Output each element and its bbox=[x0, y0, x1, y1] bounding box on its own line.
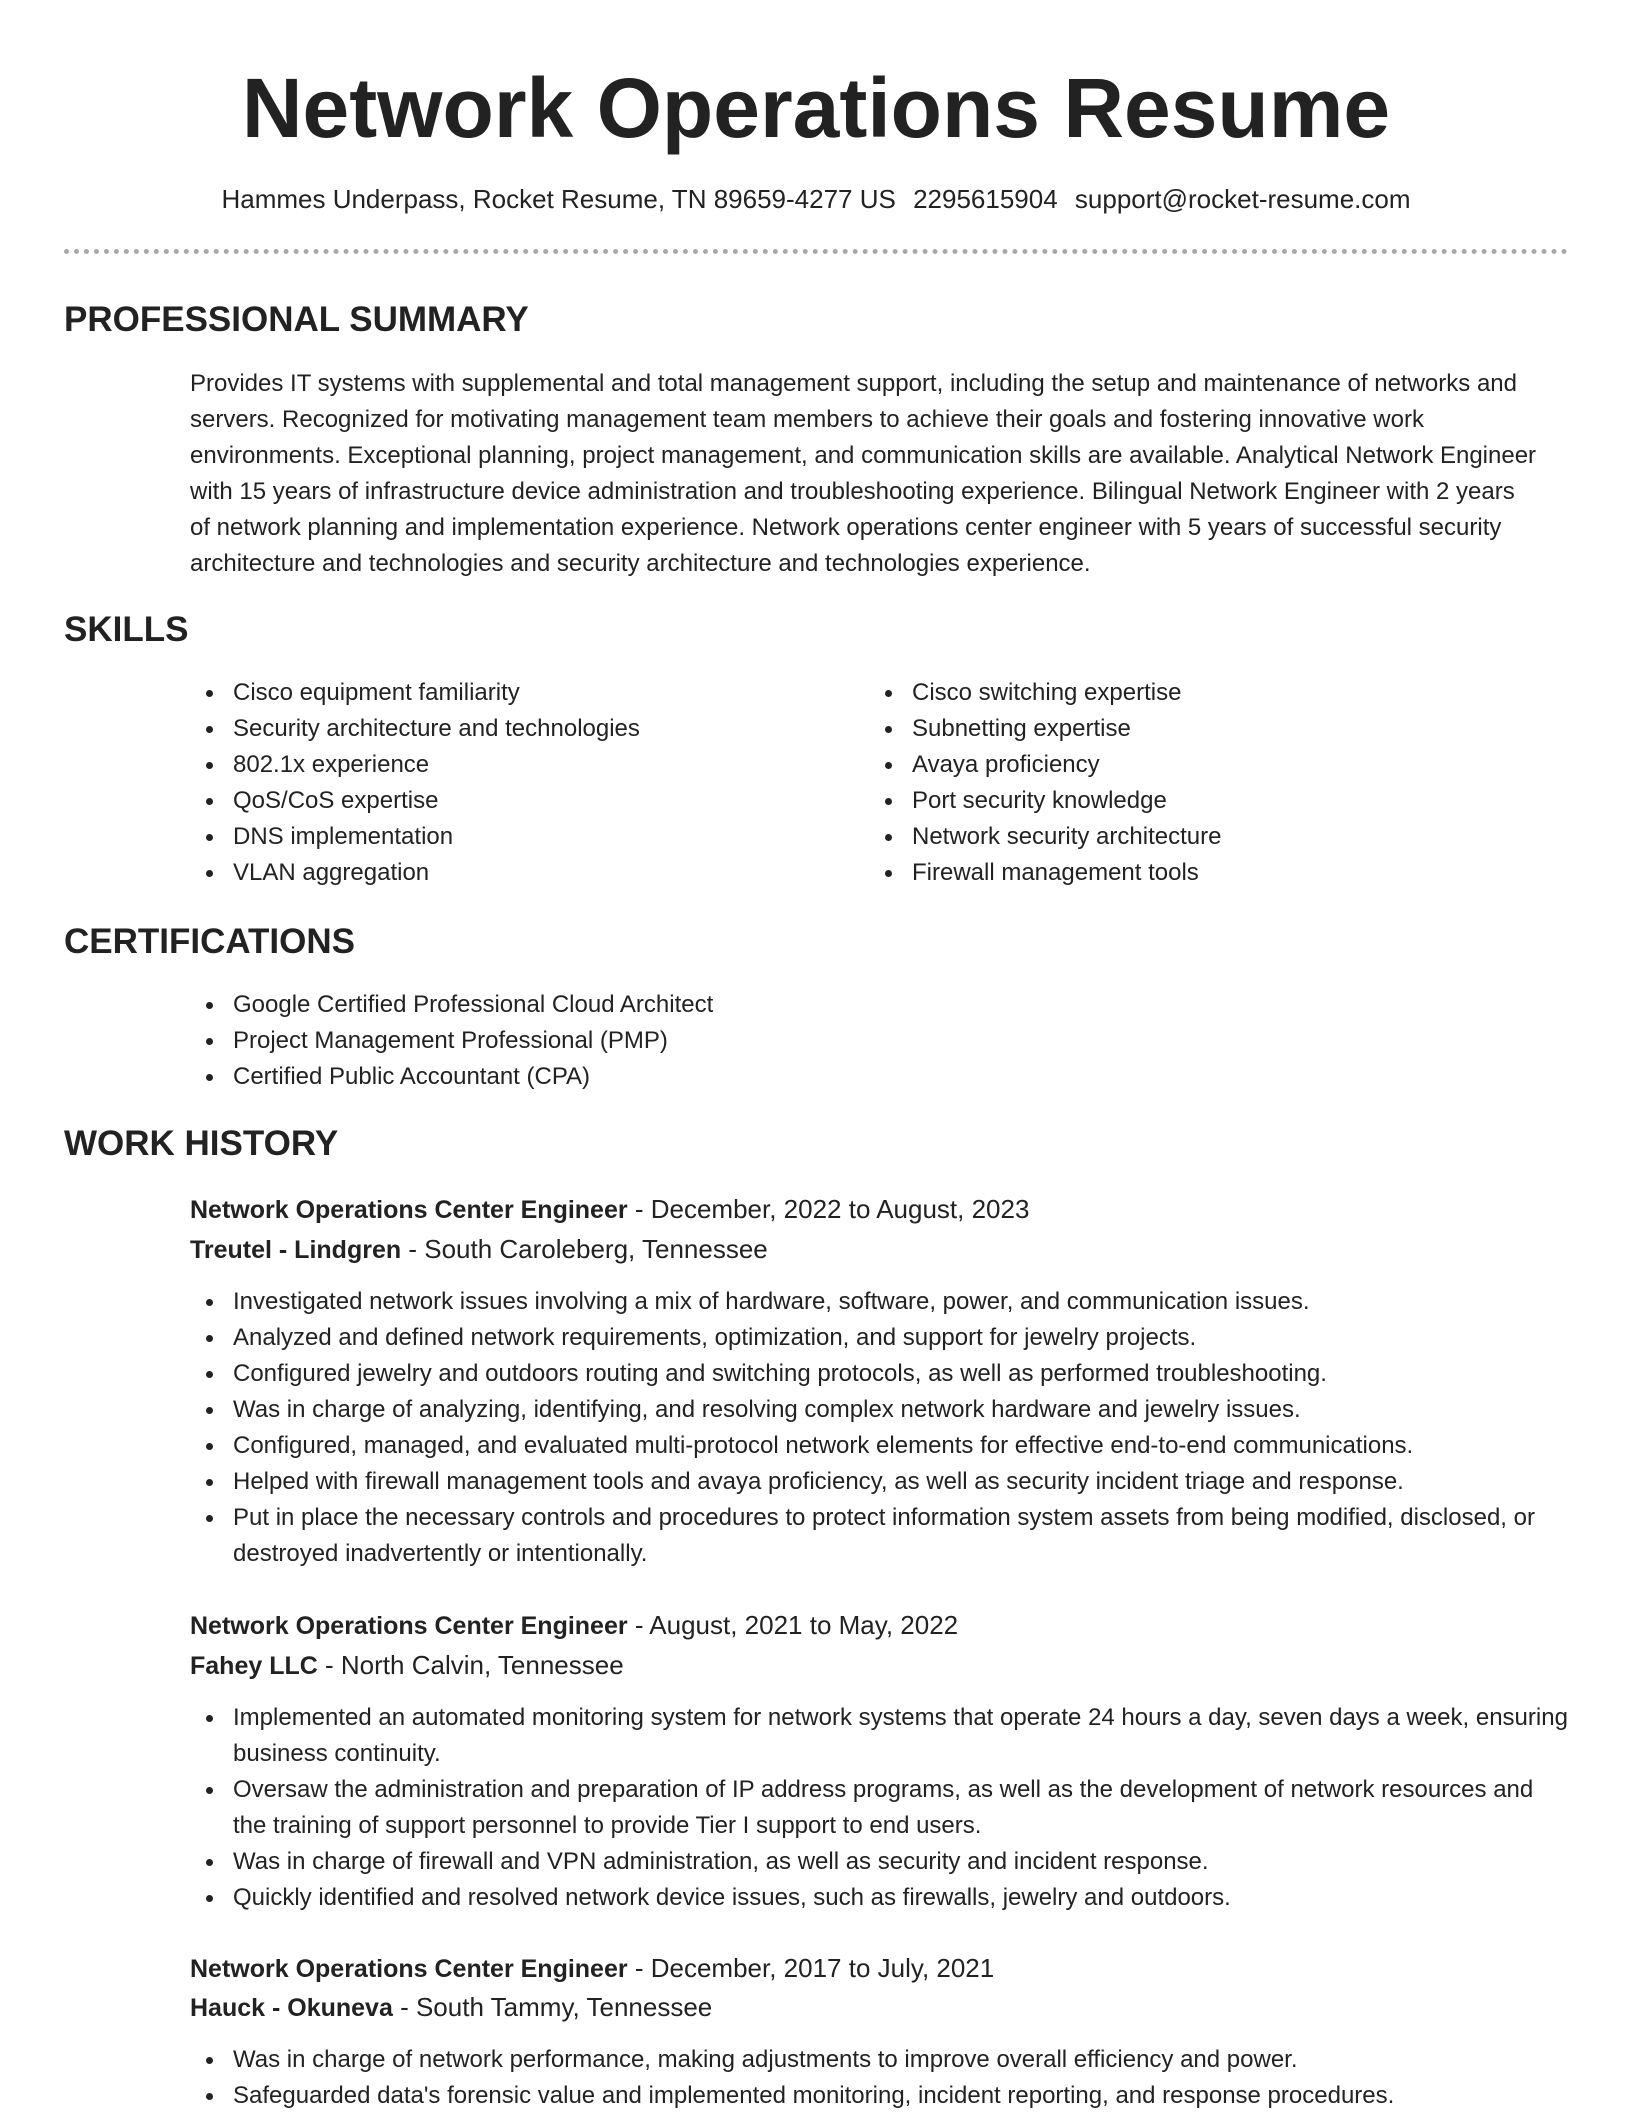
job-company-line bbox=[190, 1987, 712, 2028]
job-title: Network Operations Center Engineer bbox=[190, 1955, 628, 1983]
skill-item: Port security knowledge bbox=[869, 783, 1509, 819]
job-title: Network Operations Center Engineer bbox=[190, 1612, 628, 1640]
skills-heading: SKILLS bbox=[64, 610, 189, 649]
resume-title: Network Operations Resume bbox=[241, 61, 1391, 155]
skill-item: 802.1x experience bbox=[190, 747, 830, 783]
skill-item: Subnetting expertise bbox=[869, 711, 1509, 747]
job-bullet: Was in charge of firewall and VPN administration, as well as security and incident response. bbox=[190, 1844, 1570, 1880]
job-bullet: Implemented an automated monitoring system for network systems that operate 24 hours a day, seven days a week, ensuring business continuity. bbox=[190, 1700, 1570, 1772]
job-title: Network Operations Center Engineer bbox=[190, 1196, 628, 1224]
job-bullet: Configured, managed, and evaluated multi-protocol network elements for effective end-to-end communications. bbox=[190, 1428, 1570, 1464]
job-bullet: Was in charge of network performance, making adjustments to improve overall efficiency and power. bbox=[190, 2042, 1570, 2078]
contact-line bbox=[0, 182, 1632, 216]
certifications-heading: CERTIFICATIONS bbox=[64, 922, 356, 961]
work-history-heading: WORK HISTORY bbox=[64, 1124, 339, 1163]
job-company-line bbox=[190, 1229, 768, 1270]
certification-item: Google Certified Professional Cloud Architect bbox=[190, 987, 1530, 1023]
skill-item: Security architecture and technologies bbox=[190, 711, 830, 747]
job-bullets bbox=[190, 1700, 1570, 1916]
skill-item: VLAN aggregation bbox=[190, 855, 830, 891]
job-location: - North Calvin, Tennessee bbox=[317, 1650, 624, 1680]
certification-item: Project Management Professional (PMP) bbox=[190, 1023, 1530, 1059]
skills-list-right bbox=[869, 675, 1509, 891]
skill-item: Avaya proficiency bbox=[869, 747, 1509, 783]
job-company: Treutel - Lindgren bbox=[190, 1236, 402, 1264]
job-bullet: Quickly identified and resolved network device issues, such as firewalls, jewelry and outdoors. bbox=[190, 1880, 1570, 1916]
certification-item: Certified Public Accountant (CPA) bbox=[190, 1059, 1530, 1095]
job-location: - South Tammy, Tennessee bbox=[392, 1992, 713, 2022]
job-bullet: Investigated network issues involving a mix of hardware, software, power, and communication issues. bbox=[190, 1284, 1570, 1320]
job-title-line bbox=[190, 1189, 1029, 1230]
job-title-line bbox=[190, 1948, 994, 1989]
job-bullet: Oversaw the administration and preparation of IP address programs, as well as the development of network resources and the training of support personnel to provide Tier I support to end users. bbox=[190, 1772, 1570, 1844]
job-bullet: Helped with firewall management tools and avaya proficiency, as well as security incident triage and response. bbox=[190, 1464, 1570, 1500]
job-bullet: Analyzed and defined network requirements, optimization, and support for jewelry projects. bbox=[190, 1320, 1570, 1356]
job-bullets bbox=[190, 2042, 1570, 2112]
job-company: Fahey LLC bbox=[190, 1652, 318, 1680]
skill-item: Cisco switching expertise bbox=[869, 675, 1509, 711]
summary-heading: PROFESSIONAL SUMMARY bbox=[64, 300, 529, 339]
job-bullet: Safeguarded data's forensic value and implemented monitoring, incident reporting, and response procedures. bbox=[190, 2078, 1570, 2112]
skills-list-left bbox=[190, 675, 830, 891]
job-bullet: Was in charge of analyzing, identifying, and resolving complex network hardware and jewelry issues. bbox=[190, 1392, 1570, 1428]
job-company: Hauck - Okuneva bbox=[190, 1994, 393, 2022]
job-dates: - August, 2021 to May, 2022 bbox=[627, 1610, 959, 1640]
contact-address: Hammes Underpass, Rocket Resume, TN 89659-4277 US bbox=[221, 184, 896, 214]
job-bullet: Put in place the necessary controls and procedures to protect information system assets from being modified, disclosed, or destroyed inadvertently or intentionally. bbox=[190, 1500, 1570, 1572]
job-dates: - December, 2017 to July, 2021 bbox=[627, 1953, 995, 1983]
skill-item: QoS/CoS expertise bbox=[190, 783, 830, 819]
job-company-line bbox=[190, 1645, 624, 1686]
skill-item: Firewall management tools bbox=[869, 855, 1509, 891]
skill-item: Network security architecture bbox=[869, 819, 1509, 855]
summary-text: Provides IT systems with supplemental and total management support, including the setup and maintenance of networks and servers. Recognized for motivating management team members to achieve their goals and fostering innovative work environments. Exceptional planning, project management, and communication skills are available. Analytical Network Engineer with 15 years of infrastructure device administration and troubleshooting experience. Bilingual Network Engineer with 2 years of network planning and implementation experience. Network operations center engineer with 5 years of successful security architecture and technologies and security architecture and technologies experience. bbox=[190, 370, 1537, 577]
contact-phone[interactable]: 2295615904 bbox=[913, 184, 1058, 214]
job-title-line bbox=[190, 1605, 958, 1646]
job-bullets bbox=[190, 1284, 1570, 1572]
skill-item: Cisco equipment familiarity bbox=[190, 675, 830, 711]
header-divider bbox=[64, 249, 1568, 254]
skill-item: DNS implementation bbox=[190, 819, 830, 855]
certifications-list bbox=[190, 987, 1530, 1095]
job-location: - South Caroleberg, Tennessee bbox=[401, 1234, 768, 1264]
job-bullet: Configured jewelry and outdoors routing and switching protocols, as well as performed troubleshooting. bbox=[190, 1356, 1570, 1392]
job-dates: - December, 2022 to August, 2023 bbox=[627, 1194, 1030, 1224]
contact-email[interactable]: support@rocket-resume.com bbox=[1074, 184, 1411, 214]
